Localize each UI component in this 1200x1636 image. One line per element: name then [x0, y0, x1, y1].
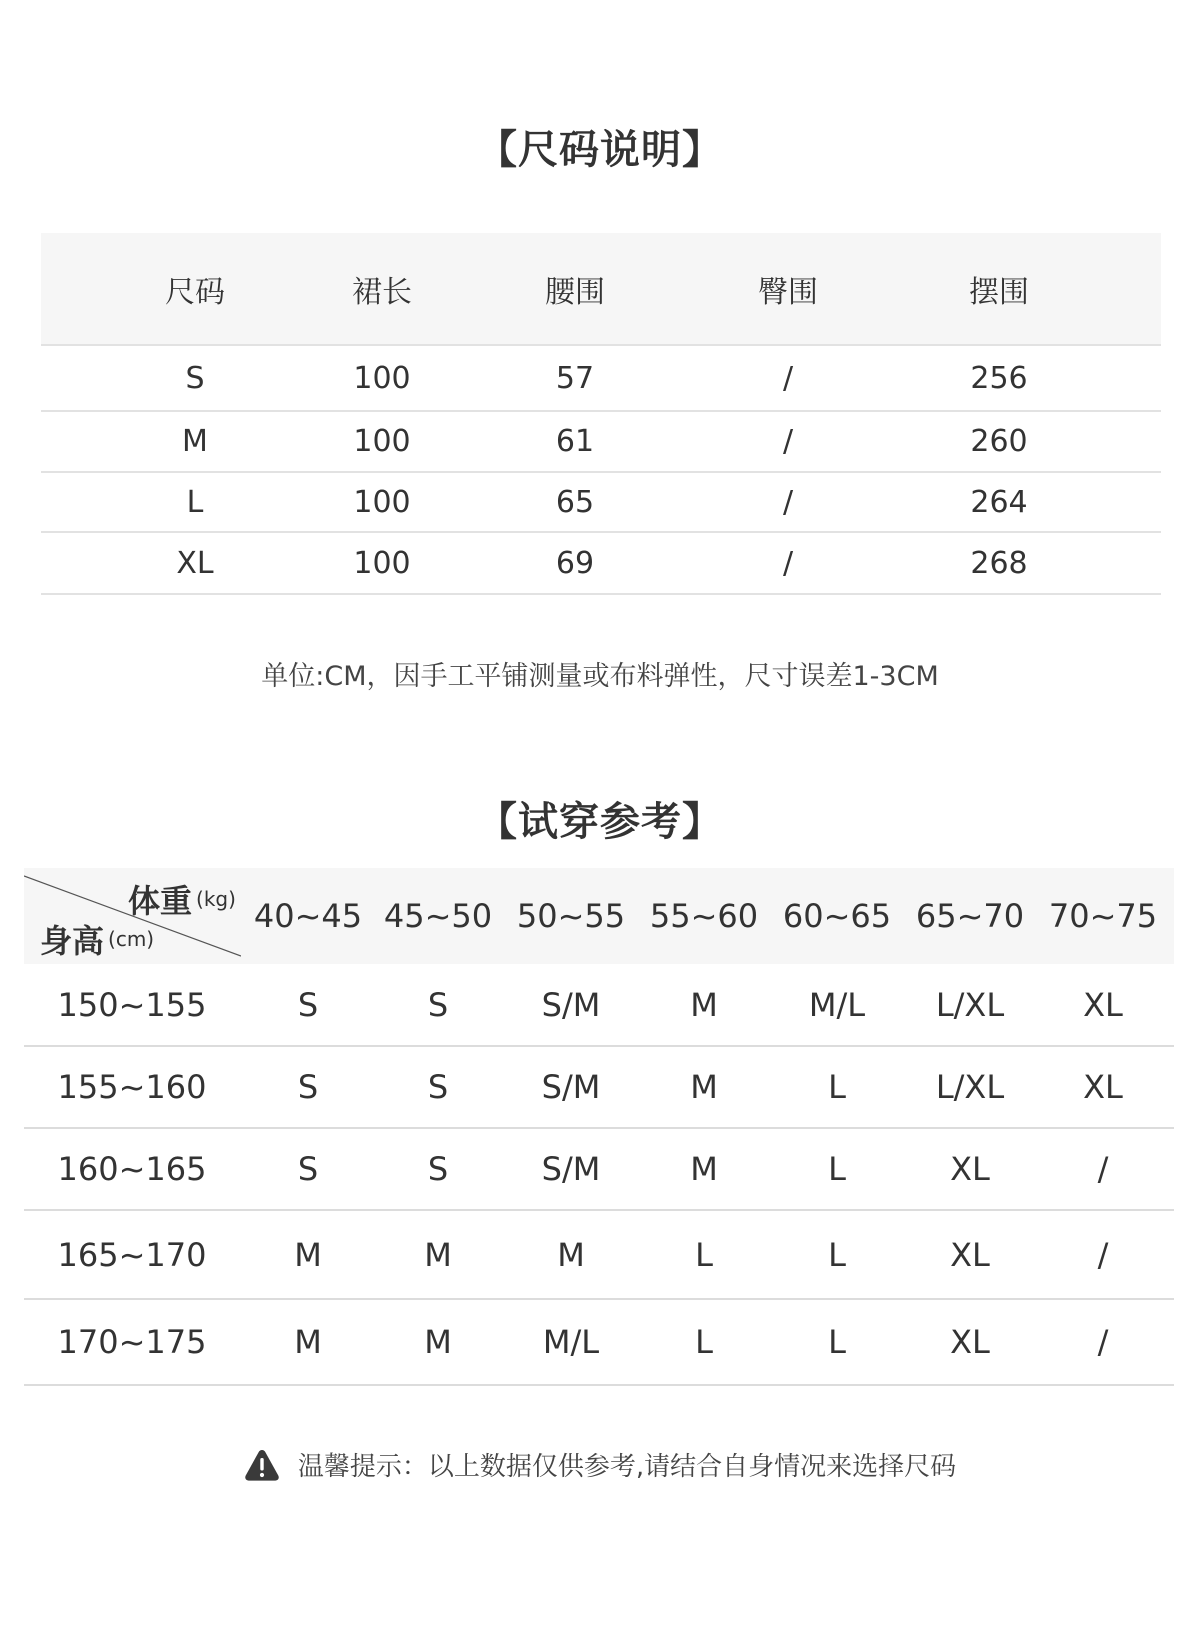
size-chart-title: 【尺码说明】 — [477, 127, 723, 173]
size-cell: L/XL — [935, 985, 1005, 1024]
weight-unit: (kg) — [196, 887, 236, 911]
size-cell: / — [1097, 1323, 1109, 1361]
size-cell: / — [1097, 1150, 1109, 1188]
size-cell: M — [690, 985, 718, 1024]
size-cell: L — [828, 1068, 846, 1106]
cell-waist: 61 — [555, 424, 595, 459]
header-hem: 摆围 — [969, 274, 1029, 310]
cell-waist: 65 — [555, 484, 595, 520]
cell-hem: 264 — [970, 484, 1028, 520]
size-cell: S/M — [541, 1068, 601, 1106]
size-cell: M — [424, 1323, 452, 1361]
table-row — [24, 1129, 1174, 1211]
height-range: 155~160 — [57, 1068, 207, 1106]
size-cell: XL — [950, 1150, 990, 1188]
size-cell: M — [557, 1235, 585, 1274]
size-cell: M/L — [808, 985, 866, 1024]
size-cell: XL — [1083, 985, 1123, 1024]
size-cell: S — [297, 985, 319, 1024]
cell-skirt-length: 100 — [353, 484, 411, 520]
try-on-header — [24, 868, 1174, 964]
table-row — [41, 346, 1161, 412]
cell-waist: 57 — [555, 360, 595, 396]
table-row — [24, 1047, 1174, 1129]
table-row — [24, 1300, 1174, 1386]
size-cell: XL — [950, 1235, 990, 1274]
cell-size: XL — [176, 545, 214, 581]
cell-skirt-length: 100 — [353, 424, 411, 459]
height-range: 165~170 — [57, 1235, 207, 1274]
try-on-table — [24, 868, 1174, 1386]
weight-range: 70~75 — [1048, 897, 1158, 935]
cell-hip: / — [782, 545, 794, 581]
table-row — [41, 533, 1161, 595]
cell-hem: 256 — [970, 360, 1028, 396]
table-row — [24, 964, 1174, 1047]
height-label: 身高 (cm) — [40, 922, 155, 960]
weight-range: 50~55 — [516, 897, 626, 935]
size-cell: S — [427, 1068, 449, 1106]
tip-text: 温馨提示：以上数据仅供参考,请结合自身情况来选择尺码 — [297, 1452, 957, 1482]
header-size: 尺码 — [165, 274, 225, 310]
size-cell: M/L — [542, 1323, 600, 1361]
cell-waist: 69 — [555, 545, 595, 581]
weight-range: 60~65 — [782, 897, 892, 935]
size-cell: M — [690, 1068, 718, 1106]
cell-hip: / — [782, 424, 794, 459]
height-unit: (cm) — [108, 927, 155, 951]
header-hip: 臀围 — [758, 274, 818, 310]
table-row — [41, 473, 1161, 533]
size-cell: L — [828, 1323, 846, 1361]
cell-skirt-length: 100 — [353, 360, 411, 396]
size-table — [41, 233, 1161, 595]
table-row — [24, 1211, 1174, 1300]
size-cell: S/M — [541, 1150, 601, 1188]
size-cell: M — [294, 1323, 322, 1361]
height-range: 160~165 — [57, 1150, 207, 1188]
cell-hem: 268 — [970, 545, 1028, 581]
cell-size: S — [185, 360, 205, 396]
header-skirt-length: 裙长 — [352, 274, 412, 310]
tip-note — [0, 1446, 1200, 1483]
size-cell: S — [297, 1068, 319, 1106]
size-cell: / — [1097, 1235, 1109, 1274]
warning-icon — [244, 1448, 280, 1482]
size-cell: L — [695, 1323, 713, 1361]
weight-range: 55~60 — [649, 897, 759, 935]
size-cell: L — [695, 1235, 713, 1274]
table-row — [41, 412, 1161, 473]
size-cell: L — [828, 1235, 846, 1274]
size-cell: XL — [1083, 1068, 1123, 1106]
size-cell: S — [297, 1150, 319, 1188]
cell-size: M — [182, 424, 208, 459]
size-cell: M — [424, 1235, 452, 1274]
size-cell: M — [690, 1150, 718, 1188]
weight-range: 65~70 — [915, 897, 1025, 935]
weight-range: 40~45 — [253, 897, 363, 935]
unit-note: 单位:CM，因手工平铺测量或布料弹性，尺寸误差1-3CM — [261, 661, 939, 692]
size-cell: M — [294, 1235, 322, 1274]
cell-size: L — [186, 484, 204, 520]
size-cell: S/M — [541, 985, 601, 1024]
corner-header — [24, 868, 241, 964]
weight-range: 45~50 — [383, 897, 493, 935]
height-range: 170~175 — [57, 1323, 207, 1361]
cell-hip: / — [782, 360, 794, 396]
size-cell: S — [427, 1150, 449, 1188]
height-range: 150~155 — [57, 985, 207, 1024]
weight-label: 体重 (kg) — [128, 882, 236, 920]
size-cell: L — [828, 1150, 846, 1188]
cell-hem: 260 — [970, 424, 1028, 459]
cell-hip: / — [782, 484, 794, 520]
size-cell: S — [427, 985, 449, 1024]
size-cell: XL — [950, 1323, 990, 1361]
size-cell: L/XL — [935, 1068, 1005, 1106]
header-waist: 腰围 — [545, 274, 605, 310]
try-on-title: 【试穿参考】 — [477, 799, 723, 845]
cell-skirt-length: 100 — [353, 545, 411, 581]
size-table-header — [41, 233, 1161, 346]
